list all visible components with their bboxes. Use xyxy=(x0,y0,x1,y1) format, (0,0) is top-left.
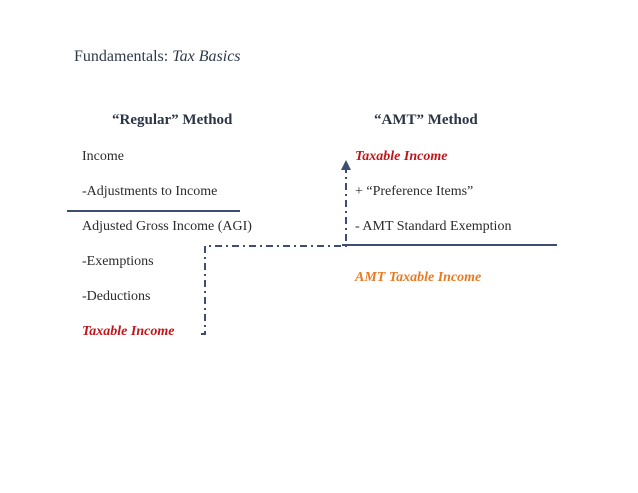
regular-income: Income xyxy=(82,149,124,164)
connector-path xyxy=(201,168,346,334)
title-italic: Tax Basics xyxy=(172,48,241,65)
regular-deductions: -Deductions xyxy=(82,289,151,304)
regular-exemptions: -Exemptions xyxy=(82,254,154,269)
regular-adjustments: -Adjustments to Income xyxy=(82,184,218,199)
regular-method-heading: “Regular” Method xyxy=(112,112,233,128)
amt-taxable-income: Taxable Income xyxy=(355,149,448,164)
regular-taxable-income: Taxable Income xyxy=(82,324,175,339)
regular-agi: Adjusted Gross Income (AGI) xyxy=(82,219,252,234)
amt-method-heading: “AMT” Method xyxy=(374,112,478,128)
amt-standard-exemption: - AMT Standard Exemption xyxy=(355,219,512,234)
connector-arrowhead xyxy=(341,160,351,170)
amt-taxable-income-result: AMT Taxable Income xyxy=(355,270,482,285)
title-prefix: Fundamentals: xyxy=(74,48,173,65)
amt-preference-items: + “Preference Items” xyxy=(355,184,474,199)
